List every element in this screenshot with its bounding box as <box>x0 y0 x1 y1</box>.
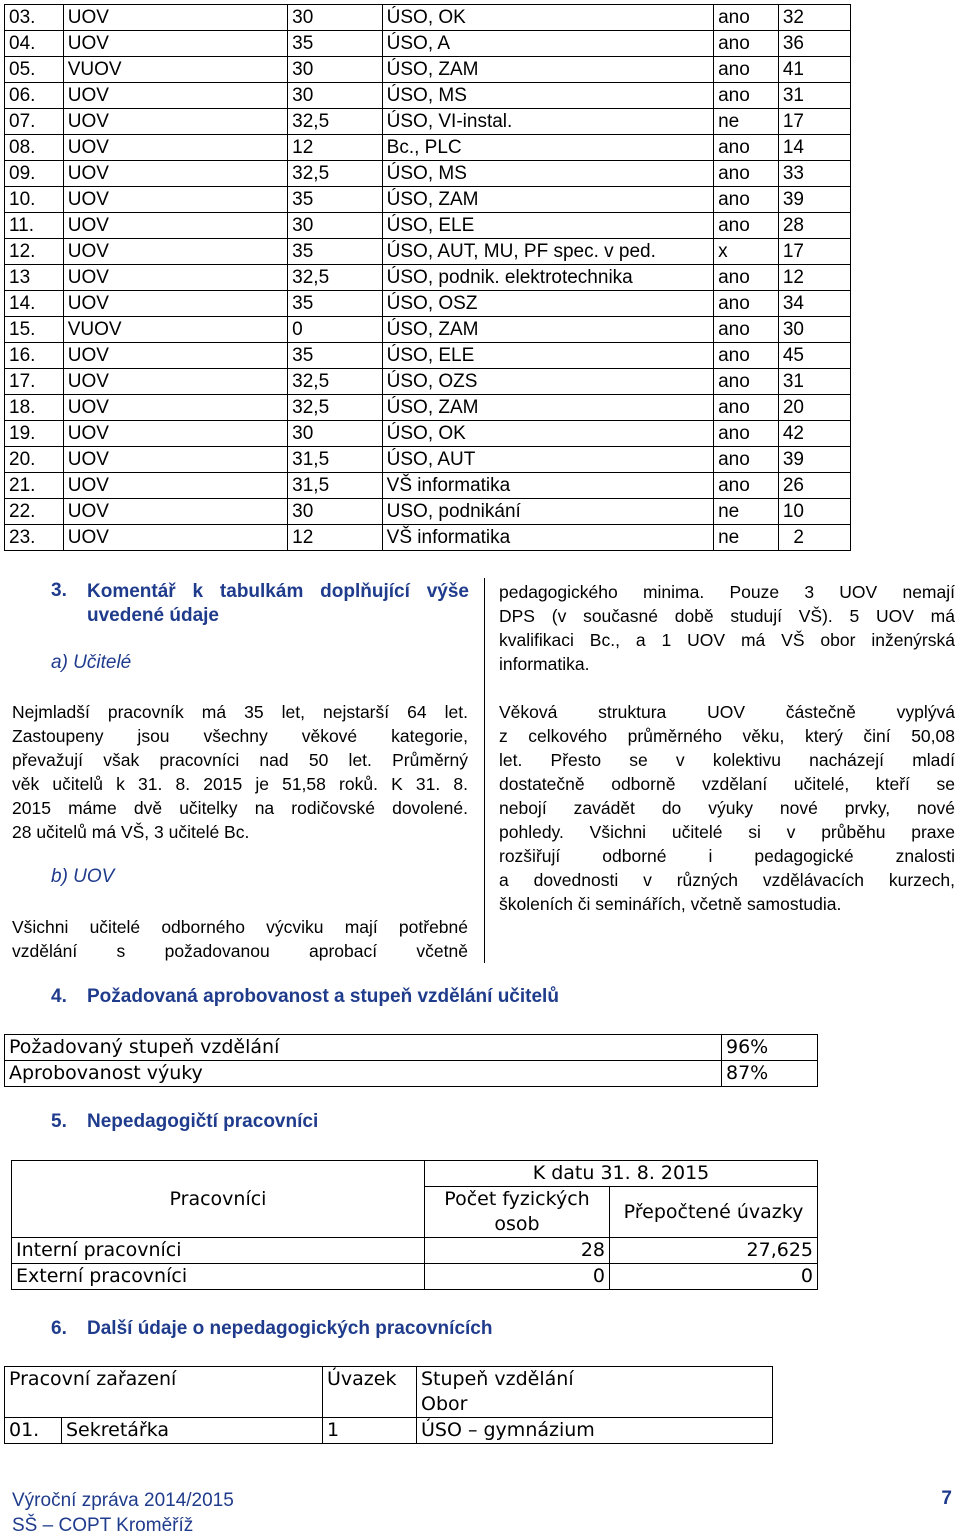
header-load: Úvazek <box>323 1367 417 1418</box>
paragraph-line: Všichni učitelé odborného výcviku mají potřebné <box>12 917 468 937</box>
table-row <box>5 1367 773 1418</box>
age: 39 <box>778 187 850 213</box>
worker-physical: 0 <box>425 1264 610 1290</box>
table-row <box>5 57 851 83</box>
qualification-table <box>4 1034 818 1087</box>
age: 20 <box>778 395 850 421</box>
row-number: 12. <box>5 239 64 265</box>
paragraph-line: let. Přesto se v kolektivu nacházejí mladí <box>499 750 955 770</box>
teaching-hours: 35 <box>288 239 383 265</box>
pedagogical-minimum: ano <box>714 317 779 343</box>
teaching-hours: 30 <box>288 57 383 83</box>
table-row <box>5 473 851 499</box>
table-row <box>5 525 851 551</box>
age: 34 <box>778 291 850 317</box>
education: ÚSO, A <box>382 31 713 57</box>
paragraph-line: kvalifikaci Bc., a 1 UOV má VŠ obor inženýrská <box>499 630 955 650</box>
education: ÚSO, OK <box>382 421 713 447</box>
pedagogical-minimum: ano <box>714 343 779 369</box>
pedagogical-minimum: ano <box>714 421 779 447</box>
section3-number: 3. <box>51 580 67 601</box>
education: ÚSO, MS <box>382 161 713 187</box>
section6-title: Další údaje o nepedagogických pracovnících <box>87 1318 493 1339</box>
nonteaching-details-table <box>4 1366 773 1444</box>
header-physical-l1: Počet fyzických <box>444 1188 590 1210</box>
paragraph-line: převažují však pracovníci nad 50 let. Průměrný <box>12 750 468 770</box>
age: 31 <box>778 83 850 109</box>
row-number: 11. <box>5 213 64 239</box>
row-number: 13 <box>5 265 64 291</box>
worker-type: Interní pracovníci <box>12 1238 425 1264</box>
row-number: 21. <box>5 473 64 499</box>
table-row <box>5 1418 773 1444</box>
age: 42 <box>778 421 850 447</box>
paragraph-line: Věková struktura UOV částečně vyplývá <box>499 702 955 722</box>
table-row <box>5 31 851 57</box>
paragraph-line: Nejmladší pracovník má 35 let, nejstarší 64 let. <box>12 702 468 722</box>
age: 17 <box>778 109 850 135</box>
teaching-hours: 30 <box>288 213 383 239</box>
table-row <box>5 5 851 31</box>
row-number: 19. <box>5 421 64 447</box>
section4-title: Požadovaná aprobovanost a stupeň vzdělání učitelů <box>87 986 559 1007</box>
paragraph-line: rozšiřují odborné i pedagogické znalosti <box>499 846 955 866</box>
age: 39 <box>778 447 850 473</box>
table-row <box>5 135 851 161</box>
education: ÚSO, OK <box>382 5 713 31</box>
qualification-value: 96% <box>722 1035 818 1061</box>
worker-recalc: 27,625 <box>610 1238 818 1264</box>
age: 28 <box>778 213 850 239</box>
education: USO, podnikání <box>382 499 713 525</box>
row-number: 20. <box>5 447 64 473</box>
table-row <box>5 1061 818 1087</box>
age: 36 <box>778 31 850 57</box>
teaching-hours: 31,5 <box>288 473 383 499</box>
worker-physical: 28 <box>425 1238 610 1264</box>
teacher-type: VUOV <box>63 57 287 83</box>
footer <box>12 1488 234 1538</box>
teacher-type: UOV <box>63 447 287 473</box>
teaching-hours: 35 <box>288 343 383 369</box>
teaching-hours: 0 <box>288 317 383 343</box>
table-row <box>5 187 851 213</box>
row-number: 15. <box>5 317 64 343</box>
pedagogical-minimum: ne <box>714 109 779 135</box>
row-number: 05. <box>5 57 64 83</box>
teacher-type: UOV <box>63 5 287 31</box>
row-number: 09. <box>5 161 64 187</box>
paragraph-line: dostatečně odborně vzdělaní učitelé, kteří se <box>499 774 955 794</box>
pedagogical-minimum: ano <box>714 187 779 213</box>
table-row <box>5 395 851 421</box>
row-number: 06. <box>5 83 64 109</box>
age: 10 <box>778 499 850 525</box>
section3-para-b <box>12 915 468 963</box>
paragraph-line: vzdělání s požadovanou aprobací včetně <box>12 941 468 961</box>
teaching-hours: 35 <box>288 291 383 317</box>
table-row <box>5 1035 818 1061</box>
row-number: 23. <box>5 525 64 551</box>
teacher-type: UOV <box>63 83 287 109</box>
education: ÚSO, podnik. elektrotechnika <box>382 265 713 291</box>
table-row <box>5 213 851 239</box>
education: VŠ informatika <box>382 525 713 551</box>
teaching-hours: 30 <box>288 83 383 109</box>
teacher-type: UOV <box>63 395 287 421</box>
staff-education: ÚSO – gymnázium <box>417 1418 773 1444</box>
education: VŠ informatika <box>382 473 713 499</box>
age: 45 <box>778 343 850 369</box>
age: 41 <box>778 57 850 83</box>
pedagogical-minimum: ne <box>714 525 779 551</box>
section3-para-a <box>12 700 468 844</box>
qualification-label: Požadovaný stupeň vzdělání <box>5 1035 722 1061</box>
education: ÚSO, AUT <box>382 447 713 473</box>
section6-number: 6. <box>51 1318 67 1339</box>
pedagogical-minimum: ne <box>714 499 779 525</box>
teacher-type: UOV <box>63 525 287 551</box>
teacher-type: UOV <box>63 343 287 369</box>
education: ÚSO, AUT, MU, PF spec. v ped. <box>382 239 713 265</box>
paragraph-line: nebojí zavádět do výuky nové prvky, nové <box>499 798 955 818</box>
table-row <box>5 369 851 395</box>
education: ÚSO, OZS <box>382 369 713 395</box>
teacher-type: UOV <box>63 187 287 213</box>
teacher-type: UOV <box>63 31 287 57</box>
staff-number: 01. <box>5 1418 62 1444</box>
worker-recalc: 0 <box>610 1264 818 1290</box>
section4-number: 4. <box>51 986 67 1007</box>
table-row <box>12 1264 818 1290</box>
paragraph-line: pedagogického minima. Pouze 3 UOV nemají <box>499 582 955 602</box>
teacher-type: VUOV <box>63 317 287 343</box>
table-row <box>12 1161 818 1187</box>
header-date: K datu 31. 8. 2015 <box>425 1161 818 1187</box>
pedagogical-minimum: ano <box>714 213 779 239</box>
teacher-type: UOV <box>63 135 287 161</box>
education: ÚSO, ZAM <box>382 317 713 343</box>
teacher-type: UOV <box>63 109 287 135</box>
paragraph-line: školeních či seminářích, včetně samostudia. <box>499 894 842 914</box>
pedagogical-minimum: ano <box>714 291 779 317</box>
header-physical <box>425 1187 610 1238</box>
pedagogical-minimum: x <box>714 239 779 265</box>
qualification-value: 87% <box>722 1061 818 1087</box>
table-row <box>5 291 851 317</box>
table-row <box>5 239 851 265</box>
teaching-hours: 32,5 <box>288 109 383 135</box>
teaching-hours: 30 <box>288 499 383 525</box>
header-workers: Pracovníci <box>12 1161 425 1238</box>
pedagogical-minimum: ano <box>714 447 779 473</box>
paragraph-line: 28 učitelů má VŠ, 3 učitelé Bc. <box>12 822 250 842</box>
section3-sub-b: b) UOV <box>51 866 115 887</box>
section3-title-line2: uvedené údaje <box>87 605 219 626</box>
header-edu-l2: Obor <box>421 1393 468 1415</box>
teaching-hours: 32,5 <box>288 265 383 291</box>
teacher-type: UOV <box>63 161 287 187</box>
age: 33 <box>778 161 850 187</box>
age: 2 <box>778 525 850 551</box>
age: 14 <box>778 135 850 161</box>
header-recalc: Přepočtené úvazky <box>610 1187 818 1238</box>
education: ÚSO, ZAM <box>382 187 713 213</box>
row-number: 07. <box>5 109 64 135</box>
teacher-type: UOV <box>63 291 287 317</box>
table-row <box>5 421 851 447</box>
paragraph-line: a dovednosti v různých vzdělávacích kurzech, <box>499 870 955 890</box>
age: 12 <box>778 265 850 291</box>
teachers-table <box>4 4 851 551</box>
teaching-hours: 32,5 <box>288 161 383 187</box>
table-row <box>5 83 851 109</box>
paragraph-line: Zastoupeny jsou všechny věkové kategorie, <box>12 726 468 746</box>
table-row <box>5 317 851 343</box>
page-number: 7 <box>941 1488 952 1509</box>
education: ÚSO, OSZ <box>382 291 713 317</box>
qualification-label: Aprobovanost výuky <box>5 1061 722 1087</box>
paragraph-line: DPS (v současné době studují VŠ). 5 UOV má <box>499 606 955 626</box>
education: ÚSO, ZAM <box>382 395 713 421</box>
header-physical-l2: osob <box>494 1213 540 1235</box>
row-number: 17. <box>5 369 64 395</box>
row-number: 14. <box>5 291 64 317</box>
teaching-hours: 35 <box>288 187 383 213</box>
table-row <box>5 161 851 187</box>
row-number: 04. <box>5 31 64 57</box>
pedagogical-minimum: ano <box>714 5 779 31</box>
teaching-hours: 12 <box>288 525 383 551</box>
teacher-type: UOV <box>63 421 287 447</box>
teaching-hours: 30 <box>288 5 383 31</box>
paragraph-line: 2015 máme dvě učitelky na rodičovské dovolené. <box>12 798 468 818</box>
header-edu-l1: Stupeň vzdělání <box>421 1368 574 1390</box>
teaching-hours: 30 <box>288 421 383 447</box>
section3-sub-a: a) Učitelé <box>51 652 132 673</box>
table-row <box>5 109 851 135</box>
teaching-hours: 32,5 <box>288 369 383 395</box>
table-row <box>12 1238 818 1264</box>
header-position: Pracovní zařazení <box>5 1367 323 1418</box>
row-number: 10. <box>5 187 64 213</box>
age: 31 <box>778 369 850 395</box>
age: 30 <box>778 317 850 343</box>
teacher-type: UOV <box>63 239 287 265</box>
pedagogical-minimum: ano <box>714 57 779 83</box>
column-divider <box>484 578 485 963</box>
table-row <box>5 265 851 291</box>
row-number: 16. <box>5 343 64 369</box>
teacher-type: UOV <box>63 265 287 291</box>
section3-right-para2 <box>499 700 955 916</box>
section3-title-line1: Komentář k tabulkám doplňující výše <box>87 581 469 602</box>
paragraph-line: věk učitelů k 31. 8. 2015 je 51,58 roků. K 31. 8. <box>12 774 468 794</box>
age: 26 <box>778 473 850 499</box>
education: ÚSO, ELE <box>382 213 713 239</box>
header-edu <box>417 1367 773 1418</box>
row-number: 18. <box>5 395 64 421</box>
row-number: 03. <box>5 5 64 31</box>
staff-position: Sekretářka <box>62 1418 323 1444</box>
education: ÚSO, ZAM <box>382 57 713 83</box>
pedagogical-minimum: ano <box>714 83 779 109</box>
education: Bc., PLC <box>382 135 713 161</box>
section5-title: Nepedagogičtí pracovníci <box>87 1111 319 1132</box>
table-row <box>5 447 851 473</box>
paragraph-line: informatika. <box>499 654 590 674</box>
age: 32 <box>778 5 850 31</box>
table-row <box>5 343 851 369</box>
education: ÚSO, VI-instal. <box>382 109 713 135</box>
age: 17 <box>778 239 850 265</box>
pedagogical-minimum: ano <box>714 31 779 57</box>
row-number: 22. <box>5 499 64 525</box>
pedagogical-minimum: ano <box>714 369 779 395</box>
education: ÚSO, MS <box>382 83 713 109</box>
pedagogical-minimum: ano <box>714 473 779 499</box>
pedagogical-minimum: ano <box>714 161 779 187</box>
pedagogical-minimum: ano <box>714 265 779 291</box>
section5-number: 5. <box>51 1111 67 1132</box>
teaching-hours: 35 <box>288 31 383 57</box>
teacher-type: UOV <box>63 499 287 525</box>
teaching-hours: 32,5 <box>288 395 383 421</box>
teaching-hours: 31,5 <box>288 447 383 473</box>
worker-type: Externí pracovníci <box>12 1264 425 1290</box>
nonteaching-table <box>11 1160 818 1290</box>
table-row <box>5 499 851 525</box>
teacher-type: UOV <box>63 473 287 499</box>
pedagogical-minimum: ano <box>714 135 779 161</box>
footer-title: Výroční zpráva 2014/2015 <box>12 1490 234 1511</box>
pedagogical-minimum: ano <box>714 395 779 421</box>
teacher-type: UOV <box>63 369 287 395</box>
row-number: 08. <box>5 135 64 161</box>
teacher-type: UOV <box>63 213 287 239</box>
paragraph-line: pohledy. Všichni učitelé si v průběhu praxe <box>499 822 955 842</box>
section3-right-para1 <box>499 580 955 676</box>
paragraph-line: z celkového průměrného věku, který činí 50,08 <box>499 726 955 746</box>
staff-load: 1 <box>323 1418 417 1444</box>
footer-school: SŠ – COPT Kroměříž <box>12 1515 194 1536</box>
teaching-hours: 12 <box>288 135 383 161</box>
education: ÚSO, ELE <box>382 343 713 369</box>
